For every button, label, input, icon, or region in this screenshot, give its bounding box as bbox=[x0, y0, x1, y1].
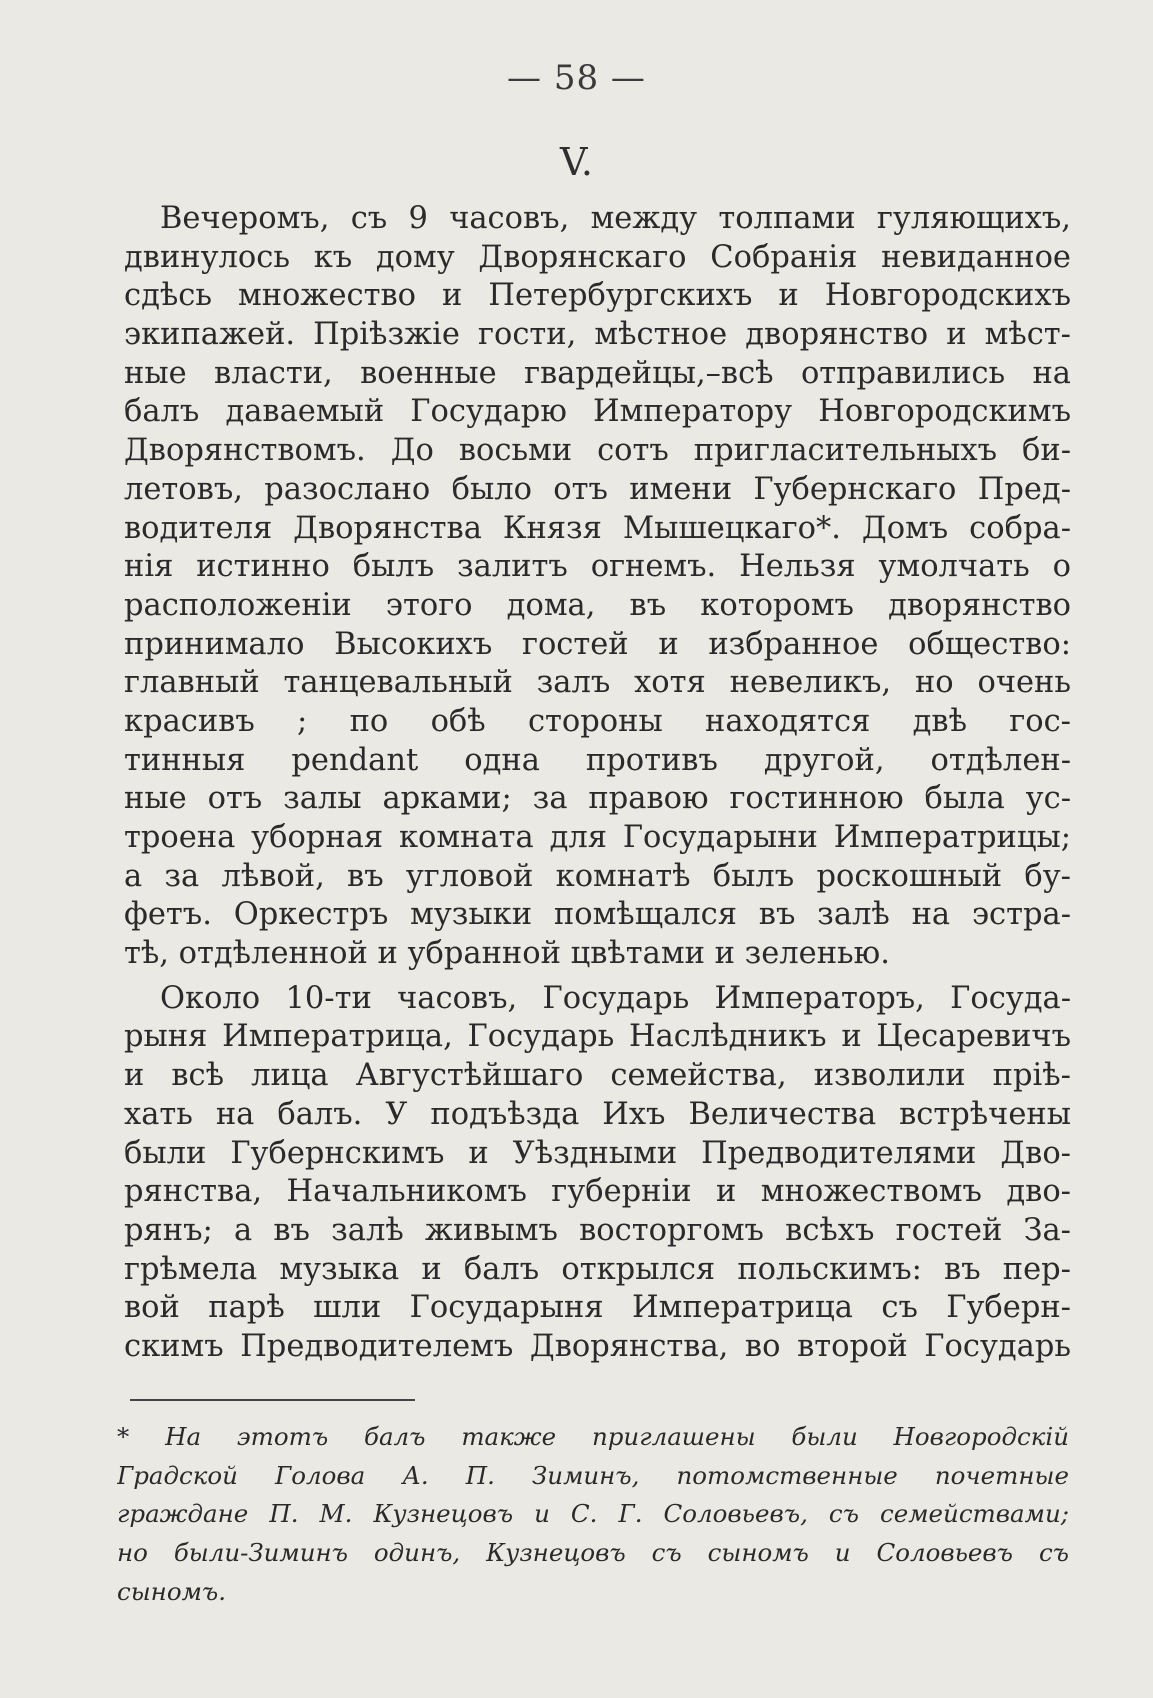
footnote-line: * На этотъ балъ также приглашены были Новгородскій bbox=[117, 1422, 1069, 1451]
text-line: Вечеромъ, съ 9 часовъ, между толпами гуляющихъ, bbox=[160, 201, 1071, 236]
text-line: принимало Высокихъ гостей и избранное общество: bbox=[124, 626, 1071, 662]
text-line: фетъ. Оркестръ музыки помѣщался въ залѣ на эстра- bbox=[124, 897, 1071, 933]
text-line: и всѣ лица Августѣйшаго семейства, изволили пріѣ- bbox=[124, 1058, 1071, 1094]
text-line: ныe власти, военные гвардейцы,–всѣ отправились на bbox=[124, 355, 1071, 391]
text-line: водителя Дворянства Князя Мышецкаго*. Домъ собра- bbox=[124, 510, 1071, 546]
text-line: Около 10-ти часовъ, Государь Императоръ, Госуда- bbox=[160, 980, 1071, 1016]
text-line: главный танцевальный залъ хотя невеликъ, но очень bbox=[124, 665, 1071, 701]
footnote-line: Градской Голова А. П. Зиминъ, потомственные почетные bbox=[117, 1460, 1069, 1490]
footnote-line: но были-Зиминъ одинъ, Кузнецовъ съ сыномъ и Соловьевъ съ bbox=[117, 1538, 1069, 1568]
text-line: вой парѣ шли Государыня Императрица съ Губерн- bbox=[124, 1290, 1071, 1326]
text-line: троена уборная комната для Государыни Императрицы; bbox=[124, 820, 1071, 855]
text-line: Дворянствомъ. До восьми сотъ пригласительныхъ би- bbox=[124, 433, 1071, 469]
text-line: сдѣсь множество и Петербургскихъ и Новгородскихъ bbox=[124, 278, 1071, 314]
footnote bbox=[117, 1418, 1069, 1611]
text-line: были Губернскимъ и Уѣздными Предводителями Дво- bbox=[124, 1135, 1071, 1171]
text-line: ные отъ залы арками; за правою гостинною была ус- bbox=[124, 781, 1071, 817]
text-line: двинулось къ дому Дворянскаго Собранія невиданное bbox=[124, 239, 1071, 275]
page-number: — 58 — bbox=[507, 58, 646, 98]
text-line: экипажей. Пріѣзжіе гости, мѣстное дворянство и мѣст- bbox=[124, 317, 1071, 353]
text-line: рыня Императрица, Государь Наслѣдникъ и Цесаревичъ bbox=[124, 1019, 1071, 1055]
text-line: рянства, Начальникомъ губерніи и множествомъ дво- bbox=[124, 1174, 1071, 1210]
text-line: скимъ Предводителемъ Дворянства, во второй Государь bbox=[124, 1328, 1071, 1364]
body-text bbox=[124, 200, 1071, 1367]
footnote-line: граждане П. М. Кузнецовъ и С. Г. Соловьевъ, съ семействами; bbox=[117, 1499, 1069, 1529]
text-line: балъ даваемый Государю Императору Новгородскимъ bbox=[124, 394, 1071, 430]
text-line: хать на балъ. У подъѣзда Ихъ Величества встрѣчены bbox=[124, 1096, 1071, 1132]
footnote-divider bbox=[130, 1399, 415, 1401]
text-line: расположеніи этого дома, въ которомъ дворянство bbox=[124, 587, 1071, 623]
text-line: а за лѣвой, въ угловой комнатѣ былъ роскошный бу- bbox=[124, 858, 1071, 894]
footnote-line: сыномъ. bbox=[117, 1576, 226, 1606]
text-line: летовъ, разослано было отъ имени Губернскаго Пред- bbox=[124, 471, 1071, 507]
text-line: грѣмела музыка и балъ открылся польскимъ: въ пер- bbox=[124, 1251, 1071, 1287]
paragraph-2 bbox=[124, 980, 1071, 1367]
text-line: тинныя pendant одна противъ другой, отдѣлен- bbox=[124, 742, 1071, 778]
text-line: рянъ; а въ залѣ живымъ восторгомъ всѣхъ гостей За- bbox=[124, 1212, 1071, 1248]
paragraph-1 bbox=[124, 200, 1071, 974]
text-line: красивъ ; по обѣ стороны находятся двѣ гос- bbox=[124, 703, 1071, 739]
text-line: тѣ, отдѣленной и убранной цвѣтами и зеленью. bbox=[124, 936, 890, 972]
chapter-heading: V. bbox=[560, 140, 593, 184]
text-line: нія истинно былъ залитъ огнемъ. Нельзя умолчать о bbox=[124, 549, 1071, 585]
